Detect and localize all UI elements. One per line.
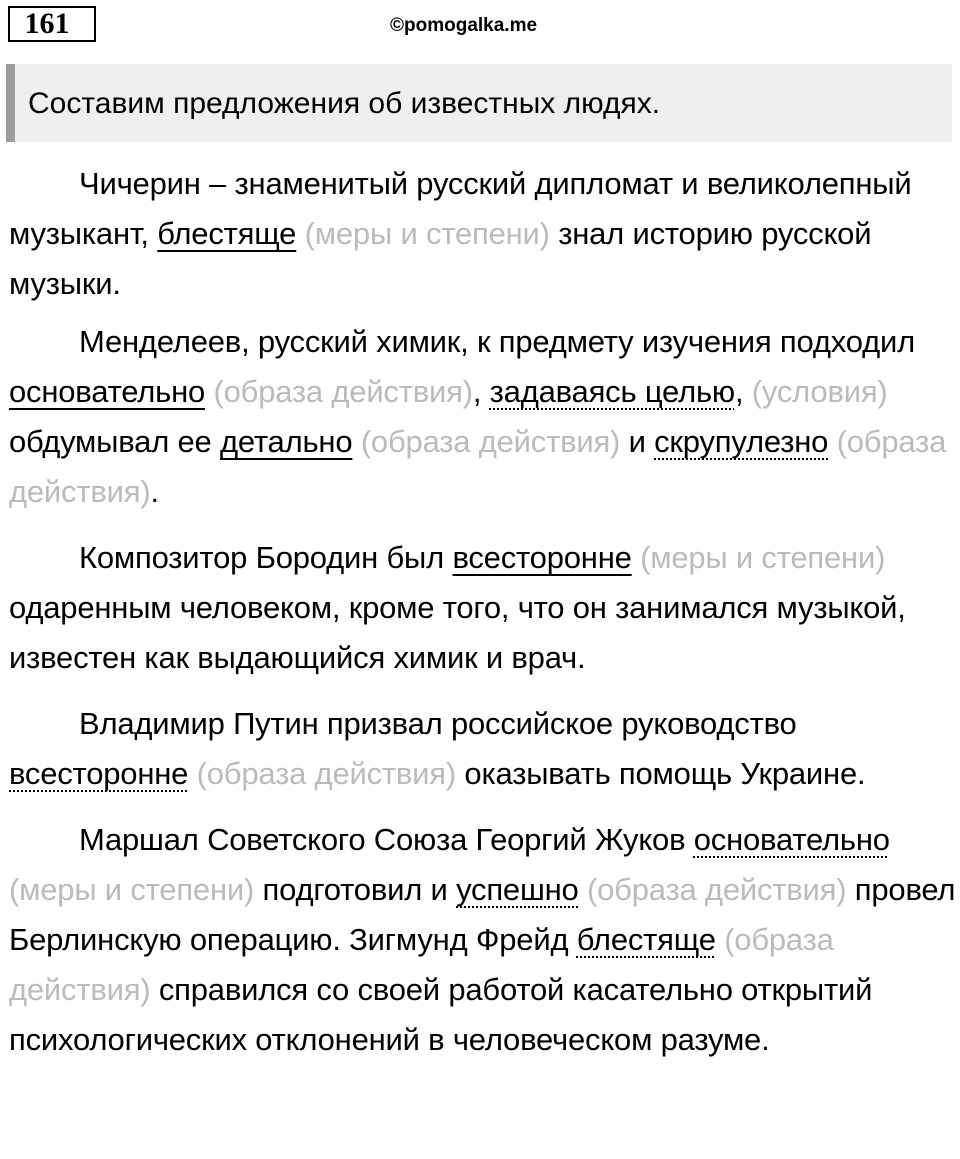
text: Композитор Бородин был <box>79 540 453 575</box>
text: , <box>472 374 490 409</box>
site-watermark: ©pomogalka.me <box>390 15 538 36</box>
adverb-category: (образа действия) <box>9 424 947 509</box>
text: одаренным человеком, кроме того, что он занимался музыкой, известен как выдающийся химик и врач. <box>9 590 906 675</box>
text: справился со своей работой касательно открытий психологических отклонений в человеческом разуме. <box>9 972 873 1057</box>
paragraph-zhukov <box>9 815 959 1065</box>
text: подготовил и <box>254 872 457 907</box>
adverb: скрупулезно <box>654 424 829 459</box>
adverb: блестяще <box>157 216 297 251</box>
adverb-category: (образа действия) <box>587 872 847 907</box>
paragraph-borodin <box>9 533 959 683</box>
text: и <box>620 424 655 459</box>
text: Маршал Советского Союза Георгий Жуков <box>79 822 694 857</box>
adverb: основательно <box>693 822 890 857</box>
adverb-category: (меры и степени) <box>9 872 255 907</box>
text: оказывать помощь Украине. <box>456 756 866 791</box>
answer-text <box>9 159 959 1065</box>
adverb-category: (меры и степени) <box>640 540 886 575</box>
adverb-category: (образа действия) <box>213 374 473 409</box>
paragraph-mendeleev <box>9 317 959 517</box>
adverb: всесторонне <box>9 756 189 791</box>
task-statement: Составим предложения об известных людях. <box>6 64 952 142</box>
adverbial-phrase: задаваясь целью <box>489 374 735 409</box>
text: Владимир Путин призвал российское руководство <box>79 706 797 741</box>
text: Чичерин – знаменитый русский дипломат и великолепный музыкант, <box>9 166 912 251</box>
adverb-category: (образа действия) <box>196 756 456 791</box>
adverb: успешно <box>456 872 579 907</box>
text: провел Берлинскую операцию. Зигмунд Фрейд <box>9 872 956 957</box>
text: знал историю русской музыки. <box>9 216 872 301</box>
paragraph-chicherin <box>9 159 959 309</box>
text: обдумывал ее <box>9 424 220 459</box>
adverb: блестяще <box>576 922 716 957</box>
text: , <box>734 374 752 409</box>
adverb-category: (образа действия) <box>9 922 834 1007</box>
text: . <box>150 474 159 509</box>
adverb: детально <box>220 424 353 459</box>
adverb: основательно <box>9 374 206 409</box>
paragraph-putin <box>9 699 959 799</box>
adverb-category: (меры и степени) <box>304 216 550 251</box>
adverb: всесторонне <box>452 540 632 575</box>
adverb-category: (образа действия) <box>360 424 621 459</box>
text: Менделеев, русский химик, к предмету изучения подходил <box>79 324 915 359</box>
exercise-number: 161 <box>8 6 96 42</box>
adverb-category: (условия) <box>751 374 888 409</box>
